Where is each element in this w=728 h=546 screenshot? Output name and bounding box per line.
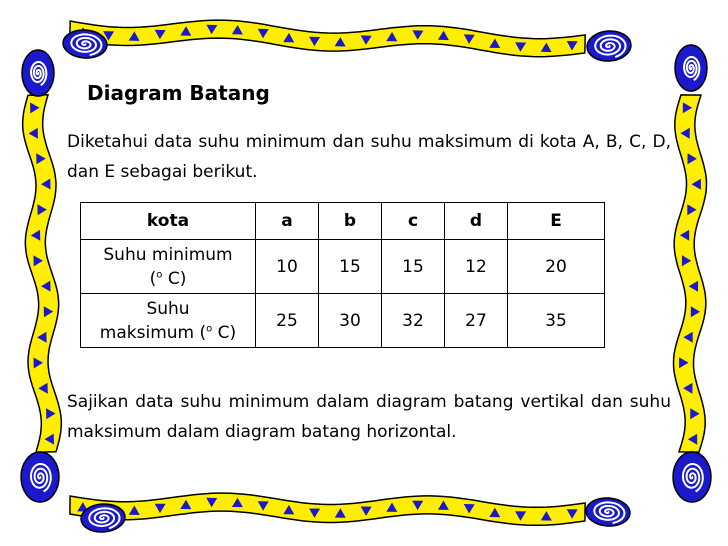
blue-spiral-icon — [675, 45, 707, 91]
temperature-table — [80, 202, 605, 348]
row-label-close: C) — [217, 322, 237, 343]
row-label-close: C) — [167, 268, 187, 289]
frame-band — [23, 95, 62, 452]
blue-spiral-icon — [586, 30, 632, 63]
frame-band — [674, 95, 707, 452]
blue-spiral-icon — [585, 496, 631, 527]
table-cell: 27 — [445, 294, 508, 348]
header-cell: b — [319, 203, 382, 240]
table-cell: 20 — [508, 240, 605, 294]
table-cell: 15 — [319, 240, 382, 294]
header-cell: a — [256, 203, 319, 240]
row-label — [81, 294, 256, 348]
frame-band — [70, 20, 585, 57]
row-label-line1: Suhu — [146, 298, 190, 319]
blue-spiral-icon — [22, 50, 54, 96]
page-title: Diagram Batang — [87, 81, 270, 105]
blue-spiral-icon — [21, 452, 59, 502]
header-cell: c — [382, 203, 445, 240]
table-cell: 10 — [256, 240, 319, 294]
row-label — [81, 240, 256, 294]
task-paragraph: Sajikan data suhu minimum dalam diagram batang vertikal dan suhu maksimum dalam diagram batang horizontal. — [67, 392, 671, 442]
header-label: kota — [81, 203, 256, 240]
table-header-row — [81, 203, 605, 240]
degree-mark: o — [206, 322, 213, 334]
blue-spiral-icon — [673, 452, 711, 502]
intro-paragraph: Diketahui data suhu minimum dan suhu maksimum di kota A, B, C, D, dan E sebagai berikut. — [67, 132, 671, 182]
table-row-max — [81, 294, 605, 348]
degree-mark: o — [156, 268, 163, 280]
header-cell: E — [508, 203, 605, 240]
table-cell: 25 — [256, 294, 319, 348]
table-cell: 30 — [319, 294, 382, 348]
table-cell: 35 — [508, 294, 605, 348]
table-cell: 32 — [382, 294, 445, 348]
header-cell: d — [445, 203, 508, 240]
table-cell: 12 — [445, 240, 508, 294]
frame-band — [70, 493, 585, 525]
table-row-min — [81, 240, 605, 294]
row-label-open: maksimum ( — [99, 322, 207, 343]
row-label-line1: Suhu minimum — [103, 244, 233, 265]
row-label-open: ( — [149, 268, 157, 289]
table-cell: 15 — [382, 240, 445, 294]
